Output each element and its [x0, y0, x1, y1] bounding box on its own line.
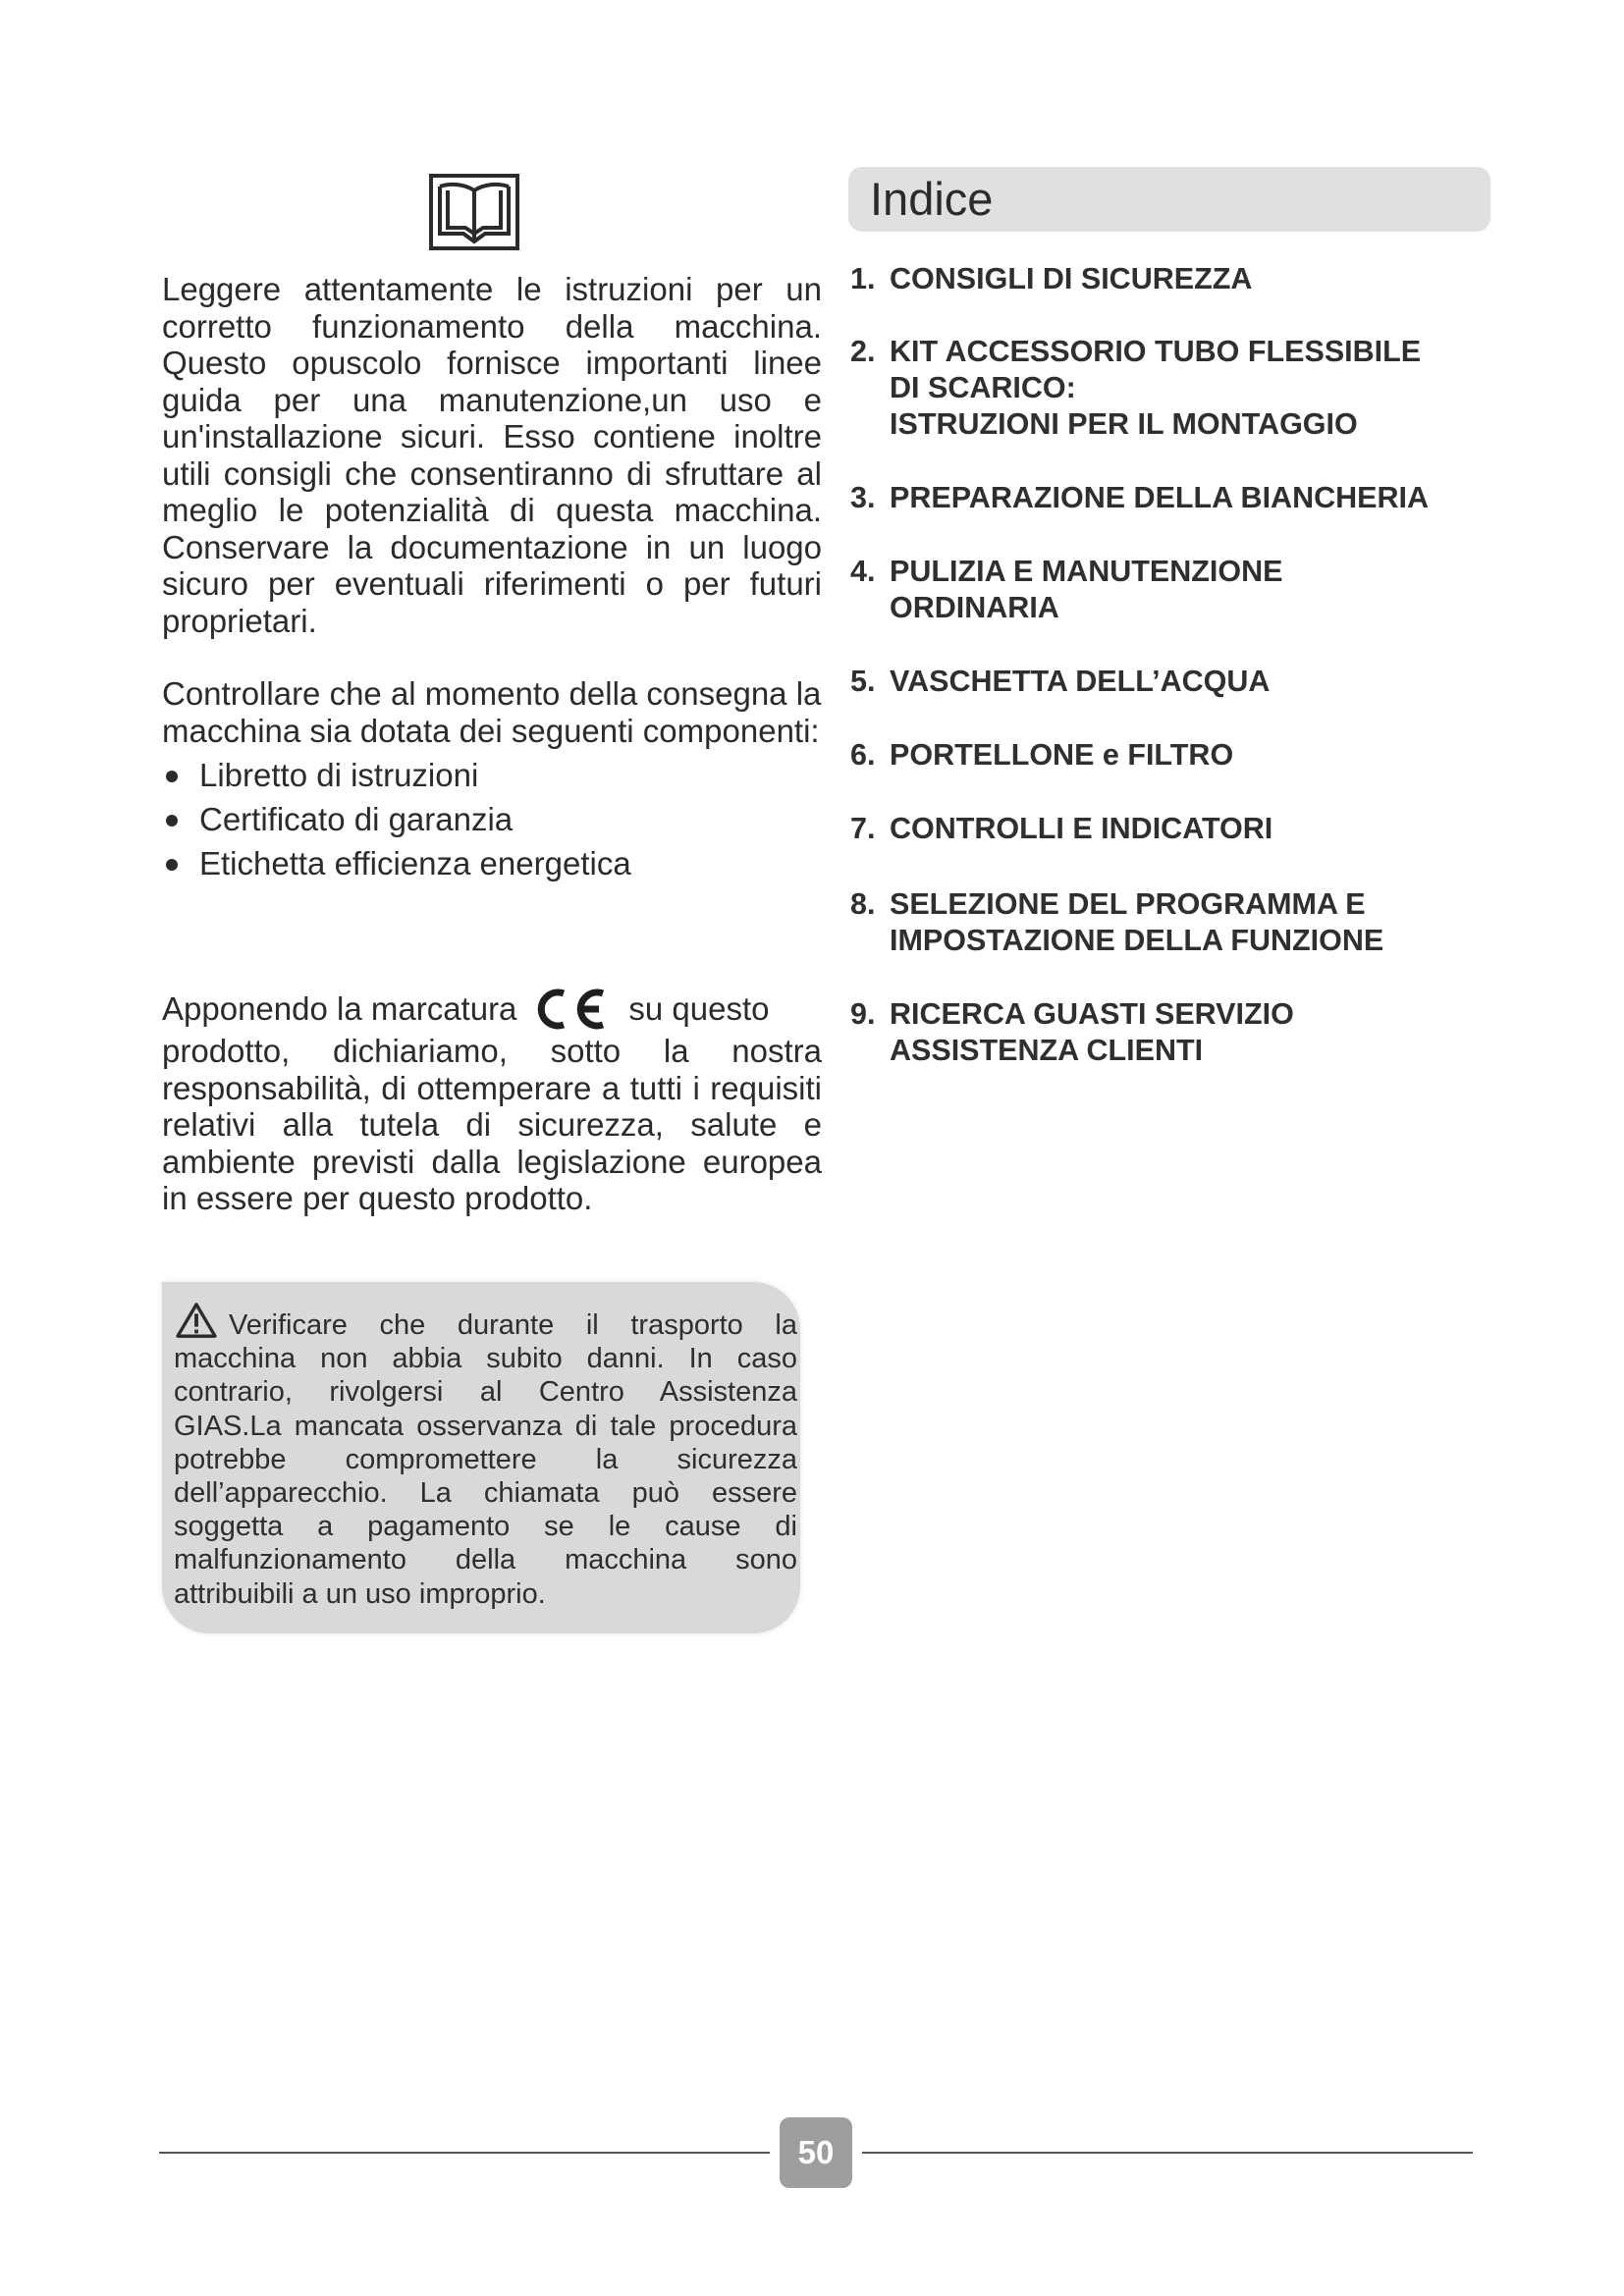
- toc-number: 9.: [850, 997, 876, 1031]
- toc-line: VASCHETTA DELL’ACQUA: [890, 665, 1271, 698]
- toc-item-2[interactable]: [850, 334, 1421, 443]
- list-item: Certificato di garanzia: [162, 797, 822, 841]
- ce-text-after: su questo: [628, 990, 770, 1028]
- ce-text-rest: prodotto, dichiariamo, sotto la nostra responsabilità, di ottemperare a tutti i requisiti relativi alla tutela di sicurezza, salute e ambiente previsti dalla legislazione europea in essere per questo prodotto.: [162, 1033, 822, 1216]
- toc-item-8[interactable]: [850, 886, 1383, 959]
- warning-text-block: [174, 1302, 797, 1611]
- open-book-icon: [428, 173, 520, 251]
- list-item: Libretto di istruzioni: [162, 753, 822, 797]
- toc-item-4[interactable]: [850, 554, 1282, 626]
- toc-item-6[interactable]: [850, 737, 1233, 774]
- toc-item-5[interactable]: [850, 664, 1270, 700]
- toc-number: 3.: [850, 481, 876, 514]
- toc-item-9[interactable]: [850, 996, 1294, 1069]
- toc-item-1[interactable]: [850, 261, 1252, 297]
- toc-line: ISTRUZIONI PER IL MONTAGGIO: [890, 407, 1358, 441]
- index-header: [848, 167, 1490, 232]
- toc-line: PORTELLONE e FILTRO: [890, 738, 1234, 772]
- toc-item-7[interactable]: [850, 811, 1272, 847]
- toc-line: CONTROLLI E INDICATORI: [890, 812, 1273, 845]
- toc-item-3[interactable]: [850, 480, 1429, 516]
- toc-line: ASSISTENZA CLIENTI: [890, 1034, 1204, 1067]
- toc-line: PREPARAZIONE DELLA BIANCHERIA: [890, 481, 1430, 514]
- warning-text: Verificare che durante il trasporto la macchina non abbia subito danni. In caso contrario, rivolgersi al Centro Assistenza GIAS.La mancata osservanza di tale procedura potrebbe compromettere la sicurezza dell’apparecchio. La chiamata può essere soggetta a pagamento se le cause di malfunzionamento della macchina sono attribuibili a un uso improprio.: [174, 1309, 797, 1610]
- index-title: Indice: [870, 173, 994, 225]
- components-list: [162, 753, 822, 885]
- ce-text-before: Apponendo la marcatura: [162, 990, 517, 1028]
- ce-mark-icon: [530, 986, 609, 1033]
- toc-line: KIT ACCESSORIO TUBO FLESSIBILE: [890, 335, 1422, 368]
- toc-number: 5.: [850, 665, 876, 698]
- toc-line: RICERCA GUASTI SERVIZIO: [890, 997, 1294, 1031]
- footer-rule-left: [159, 2152, 770, 2154]
- page-number: 50: [780, 2117, 852, 2188]
- toc-number: 6.: [850, 738, 876, 772]
- ce-declaration: [162, 986, 822, 1217]
- toc-number: 8.: [850, 887, 876, 921]
- toc-line: IMPOSTAZIONE DELLA FUNZIONE: [890, 924, 1384, 957]
- intro-section: [162, 271, 822, 639]
- toc-number: 4.: [850, 555, 876, 588]
- toc-line: ORDINARIA: [890, 591, 1059, 624]
- toc-line: DI SCARICO:: [890, 371, 1076, 404]
- warning-box: [162, 1282, 800, 1633]
- warning-triangle-icon: [174, 1302, 219, 1339]
- ce-first-line: [162, 986, 822, 1033]
- components-lead: Controllare che al momento della consegna la macchina sia dotata dei seguenti componenti:: [162, 675, 822, 749]
- list-item: Etichetta efficienza energetica: [162, 841, 822, 885]
- footer-rule-right: [862, 2152, 1473, 2154]
- toc-line: SELEZIONE DEL PROGRAMMA E: [890, 887, 1366, 921]
- toc-number: 1.: [850, 262, 876, 295]
- toc-number: 7.: [850, 812, 876, 845]
- toc-line: CONSIGLI DI SICUREZZA: [890, 262, 1253, 295]
- components-section: [162, 675, 822, 885]
- toc-number: 2.: [850, 335, 876, 368]
- intro-paragraph: Leggere attentamente le istruzioni per un corretto funzionamento della macchina. Questo opuscolo fornisce importanti linee guida per una manutenzione,un uso e un'installazione sicuri. Esso contiene inoltre utili consigli che consentiranno di sfruttare al meglio le potenzialità di questa macchina. Conservare la documentazione in un luogo sicuro per eventuali riferimenti o per futuri proprietari.: [162, 271, 822, 639]
- toc-line: PULIZIA E MANUTENZIONE: [890, 555, 1283, 588]
